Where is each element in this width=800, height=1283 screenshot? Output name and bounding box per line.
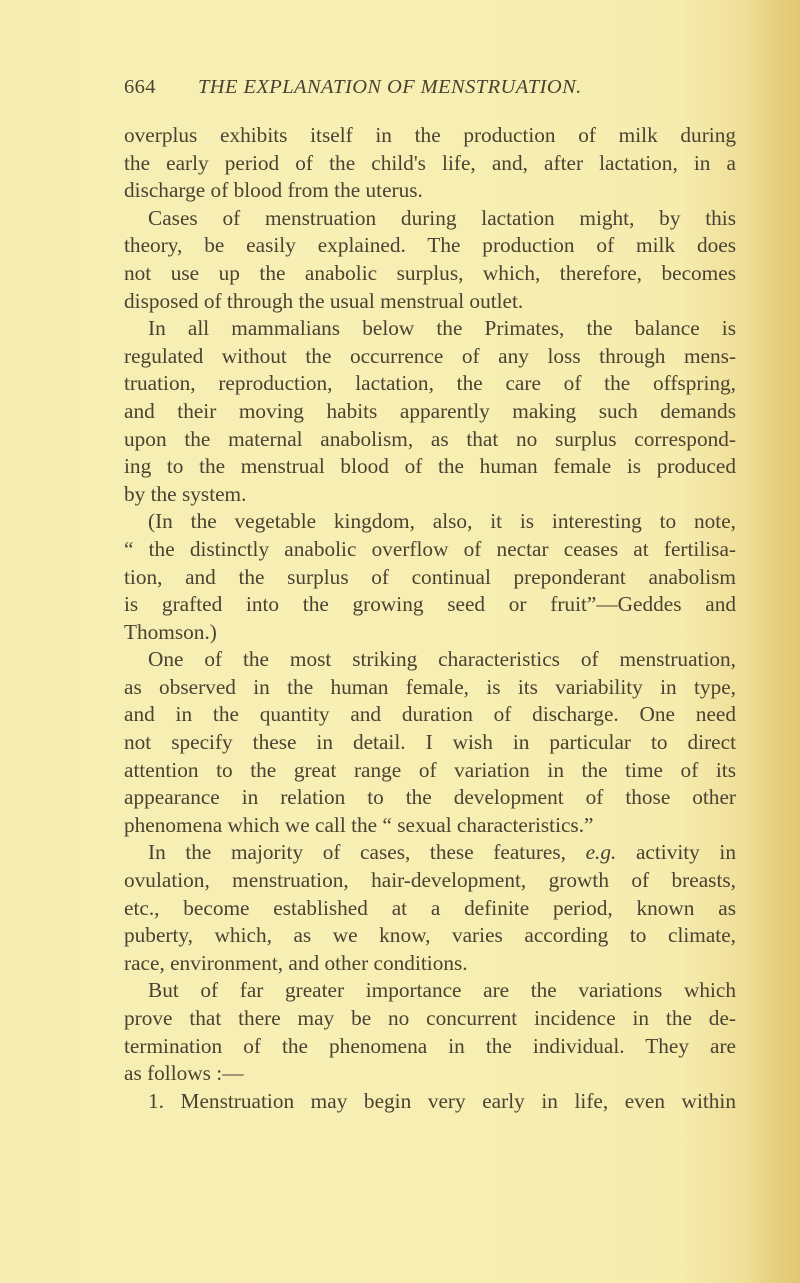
text-line: But of far greater importance are the variations which [148,978,736,1003]
text-line: and in the quantity and duration of discharge. One need [124,702,736,727]
text-line: as observed in the human female, is its variability in type, [124,674,736,699]
text-line: ovulation, menstruation, hair-development, growth of breasts, [124,868,736,893]
text-line: by the system. [124,481,247,506]
text-line: regulated without the occurrence of any loss through mens- [124,343,736,368]
text-line: “ the distinctly anabolic overflow of nectar ceases at fertilisa- [124,536,736,561]
text-line: appearance in relation to the development of those other [124,785,736,810]
text-line: attention to the great range of variation in the time of its [124,757,736,782]
text-line: overplus exhibits itself in the production of milk during [124,123,736,147]
running-title: THE EXPLANATION OF MENSTRUATION. [198,76,582,98]
text-line: disposed of through the usual menstrual outlet. [124,288,524,313]
text-line: upon the maternal anabolism, as that no surplus correspond- [124,426,736,451]
text-line: termination of the phenomena in the individual. They are [124,1033,736,1058]
text-line: discharge of blood from the uterus. [124,178,423,203]
text-line: (In the vegetable kingdom, also, it is interesting to note, [148,509,736,534]
text-line: not specify these in detail. I wish in particular to direct [124,730,736,755]
text-line: phenomena which we call the “ sexual characteristics.” [124,812,594,837]
text-line: not use up the anabolic surplus, which, therefore, becomes [124,260,736,285]
text-line: Thomson.) [124,619,217,644]
text-line: puberty, which, as we know, varies according to climate, [124,923,736,948]
text-line: etc., become established at a definite period, known as [124,895,736,920]
text-line: truation, reproduction, lactation, the care of the offspring, [124,371,736,396]
text-line: is grafted into the growing seed or fruit”—Geddes and [124,592,736,617]
text-line: 1. Menstruation may begin very early in life, even within [148,1088,736,1113]
text-line: prove that there may be no concurrent incidence in the de- [124,1006,736,1030]
text-line: as follows :— [124,1061,244,1086]
text-line: In all mammalians below the Primates, the balance is [148,316,736,341]
text-line: the early period of the child's life, and, after lactation, in a [124,150,736,175]
text-line: tion, and the surplus of continual preponderant anabolism [124,564,736,589]
text-line: theory, be easily explained. The production of milk does [124,233,736,258]
body-text [124,122,736,1115]
text-line: race, environment, and other conditions. [124,950,468,975]
text-line: One of the most striking characteristics of menstruation, [148,647,736,672]
text-line: In the majority of cases, these features, e.g. activity in [148,840,736,865]
text-line: Cases of menstruation during lactation might, by this [148,205,736,230]
page-number: 664 [124,76,156,98]
text-line: ing to the menstrual blood of the human female is produced [124,454,736,479]
running-header [124,76,736,99]
text-line: and their moving habits apparently making such demands [124,398,736,423]
